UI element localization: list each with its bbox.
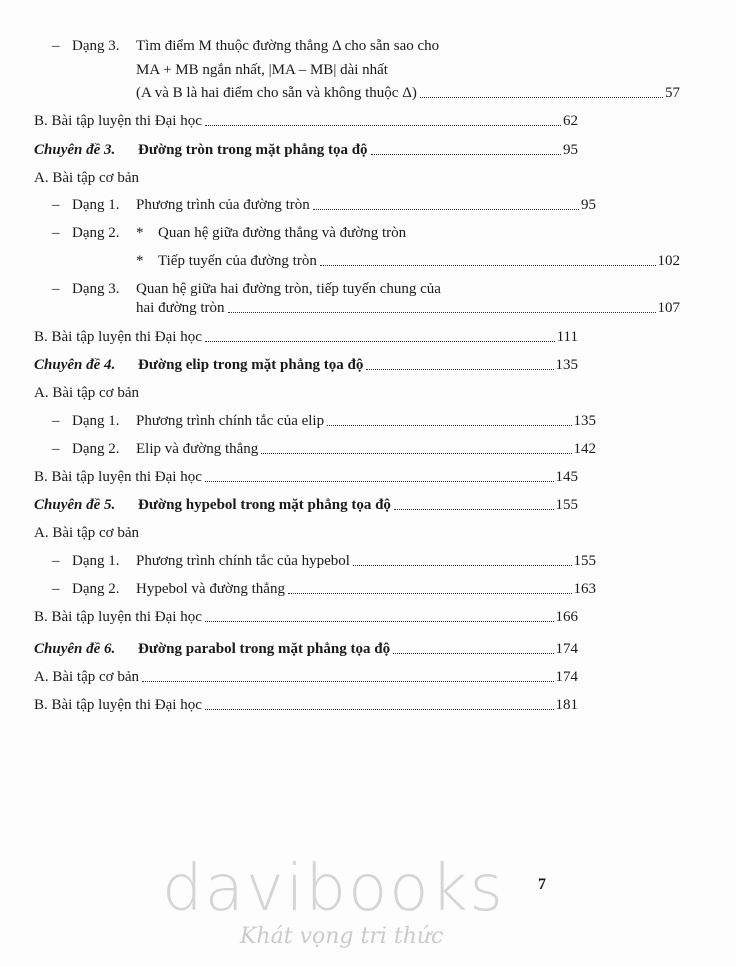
chapter-title: Đường parabol trong mặt phẳng tọa độ (138, 641, 391, 657)
dot-leader (313, 209, 579, 210)
dot-leader (393, 653, 553, 654)
toc-entry-continuation[interactable] (0, 300, 736, 317)
page-ref: 95 (581, 197, 596, 213)
dash: – (52, 281, 60, 297)
dot-leader (205, 341, 555, 342)
toc-entry[interactable] (0, 469, 634, 486)
dang-label: Dạng 2. (72, 225, 120, 241)
page-ref: 142 (573, 441, 596, 457)
toc-entry[interactable] (0, 553, 652, 570)
section-title: B. Bài tập luyện thi Đại học (34, 469, 202, 485)
entry-text: Quan hệ giữa đường thẳng và đường tròn (158, 225, 407, 241)
dot-leader (288, 593, 572, 594)
page-ref: 155 (573, 553, 596, 569)
section-title: B. Bài tập luyện thi Đại học (34, 609, 202, 625)
section-title: B. Bài tập luyện thi Đại học (34, 113, 202, 129)
dot-leader (394, 509, 554, 510)
page-ref: 135 (573, 413, 596, 429)
dang-label: Dạng 1. (72, 197, 120, 213)
dang-label: Dạng 1. (72, 413, 120, 429)
dang-label: Dạng 2. (72, 581, 120, 597)
toc-entry[interactable] (0, 413, 652, 430)
page-ref: 174 (555, 641, 578, 657)
toc-entry[interactable] (0, 38, 652, 55)
section-title: B. Bài tập luyện thi Đại học (34, 329, 202, 345)
chapter-label: Chuyên đề 4. (34, 357, 116, 373)
chapter-entry[interactable] (0, 357, 634, 374)
page-ref: 95 (563, 142, 578, 158)
page-number: 7 (538, 876, 546, 893)
section-heading (0, 385, 634, 402)
page-ref: 102 (657, 253, 680, 269)
dot-leader (205, 621, 554, 622)
toc-entry-continuation[interactable] (0, 85, 736, 102)
entry-text: MA + MB ngắn nhất, |MA – MB| dài nhất (136, 62, 388, 78)
dash: – (52, 38, 60, 54)
toc-entry[interactable] (0, 113, 634, 130)
dot-leader (205, 125, 561, 126)
watermark-tagline: Khát vọng tri thức (240, 924, 444, 949)
section-heading (0, 170, 634, 187)
dot-leader (420, 97, 663, 98)
toc-entry[interactable] (0, 697, 634, 714)
toc-entry[interactable] (0, 225, 652, 242)
chapter-title: Đường elip trong mặt phẳng tọa độ (138, 357, 364, 373)
bullet-star: * (136, 225, 144, 241)
toc-entry[interactable] (0, 581, 652, 598)
chapter-label: Chuyên đề 3. (34, 142, 116, 158)
dash: – (52, 197, 60, 213)
entry-text: (A và B là hai điểm cho sẵn và không thuộc Δ) (136, 85, 417, 101)
toc-entry[interactable] (0, 609, 634, 626)
chapter-title: Đường hypebol trong mặt phẳng tọa độ (138, 497, 391, 513)
section-title: B. Bài tập luyện thi Đại học (34, 697, 202, 713)
dot-leader (261, 453, 571, 454)
page-ref: 145 (555, 469, 578, 485)
chapter-title: Đường tròn trong mặt phẳng tọa độ (138, 142, 368, 158)
bullet-star: * (136, 253, 144, 269)
toc-entry[interactable] (0, 441, 652, 458)
page-ref: 107 (657, 300, 680, 316)
entry-text: Phương trình chính tắc của elip (136, 413, 325, 429)
dang-label: Dạng 2. (72, 441, 120, 457)
page-ref: 135 (555, 357, 578, 373)
dot-leader (371, 154, 561, 155)
watermark-logo: davibooks (162, 852, 505, 926)
dot-leader (327, 425, 571, 426)
toc-entry-continuation (0, 62, 736, 79)
page-ref: 111 (556, 329, 578, 345)
dot-leader (353, 565, 572, 566)
dash: – (52, 553, 60, 569)
page-ref: 163 (573, 581, 596, 597)
dash: – (52, 441, 60, 457)
section-title: A. Bài tập cơ bản (34, 170, 139, 186)
dot-leader (366, 369, 553, 370)
section-heading (0, 525, 634, 542)
dash: – (52, 581, 60, 597)
entry-text: Tìm điểm M thuộc đường thẳng Δ cho sẵn sao cho (136, 38, 440, 54)
entry-text: Tiếp tuyến của đường tròn (158, 253, 317, 269)
chapter-entry[interactable] (0, 641, 634, 658)
entry-text: Hypebol và đường thẳng (136, 581, 285, 597)
entry-text: Phương trình chính tắc của hypebol (136, 553, 350, 569)
dot-leader (228, 312, 656, 313)
chapter-label: Chuyên đề 6. (34, 641, 116, 657)
section-title: A. Bài tập cơ bản (34, 669, 139, 685)
toc-entry[interactable] (0, 329, 634, 346)
page-ref: 62 (563, 113, 578, 129)
dot-leader (320, 265, 656, 266)
page-ref: 174 (555, 669, 578, 685)
dot-leader (205, 709, 554, 710)
section-title: A. Bài tập cơ bản (34, 385, 139, 401)
toc-entry[interactable] (0, 669, 634, 686)
page-ref: 57 (665, 85, 680, 101)
section-title: A. Bài tập cơ bản (34, 525, 139, 541)
chapter-entry[interactable] (0, 142, 634, 159)
entry-text: Elip và đường thẳng (136, 441, 259, 457)
entry-text: Phương trình của đường tròn (136, 197, 310, 213)
dash: – (52, 225, 60, 241)
toc-entry-continuation[interactable] (0, 253, 736, 270)
entry-text: hai đường tròn (136, 300, 225, 316)
page-ref: 155 (555, 497, 578, 513)
dang-label: Dạng 3. (72, 38, 120, 54)
dot-leader (142, 681, 554, 682)
toc-entry[interactable] (0, 197, 652, 214)
dot-leader (205, 481, 554, 482)
dang-label: Dạng 1. (72, 553, 120, 569)
page-ref: 181 (555, 697, 578, 713)
chapter-entry[interactable] (0, 497, 634, 514)
dang-label: Dạng 3. (72, 281, 120, 297)
entry-text: Quan hệ giữa hai đường tròn, tiếp tuyến chung của (136, 281, 441, 297)
chapter-label: Chuyên đề 5. (34, 497, 116, 513)
page-ref: 166 (555, 609, 578, 625)
toc-entry[interactable] (0, 281, 652, 298)
dash: – (52, 413, 60, 429)
